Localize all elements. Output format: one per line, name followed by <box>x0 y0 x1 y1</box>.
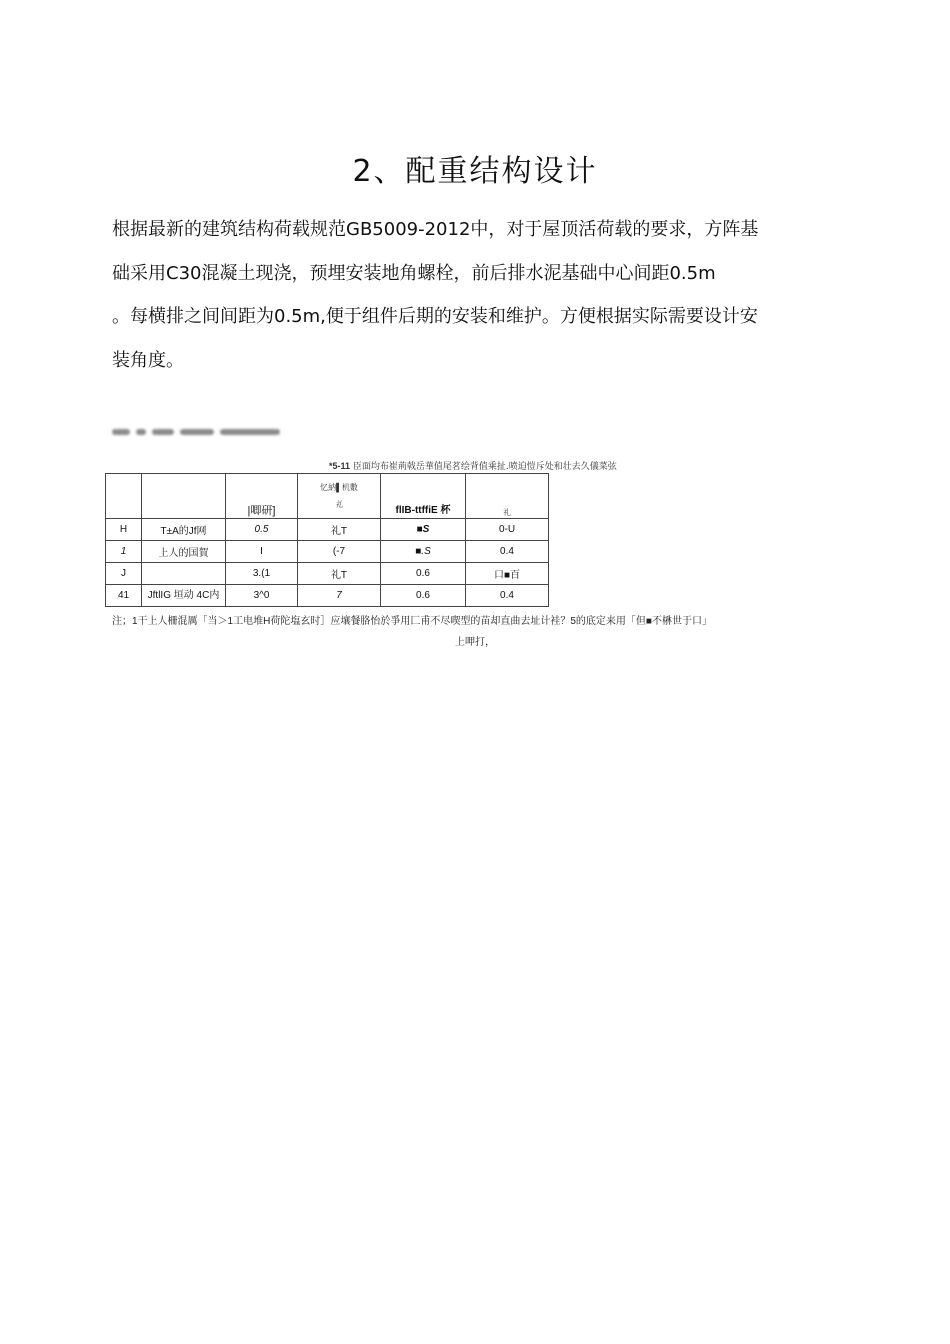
table-cell: ■S <box>381 519 466 541</box>
table-row <box>106 563 549 585</box>
table-cell: (-7 <box>298 541 381 563</box>
paragraph-line: 根据最新的建筑结构荷载规范GB5009-2012中，对于屋顶活荷载的要求，方阵基 <box>112 219 759 240</box>
table-cell: 口■百 <box>466 563 549 585</box>
blurred-heading-image <box>112 425 282 437</box>
table-cell: 0.4 <box>466 541 549 563</box>
table-cell: JftlIG 垣动 4C内 <box>142 585 226 607</box>
table-cell: 3.(1 <box>226 563 298 585</box>
header-cell <box>466 474 549 519</box>
table-cell: 0-U <box>466 519 549 541</box>
header-label: |唧研] <box>247 505 276 517</box>
table-cell: H <box>106 519 142 541</box>
section-title: 2、配重结构设计 <box>352 154 598 189</box>
table-cell: 上人的国賀 <box>142 541 226 563</box>
table-row <box>106 585 549 607</box>
table-cell: T±A的Jf网 <box>142 519 226 541</box>
table-row <box>106 519 549 541</box>
table-note-continuation: 上呷打， <box>455 637 495 648</box>
table-cell: 0.6 <box>381 563 466 585</box>
table-cell: 1 <box>106 541 142 563</box>
table-cell: 3^0 <box>226 585 298 607</box>
table-caption <box>329 459 617 472</box>
table-cell: J <box>106 563 142 585</box>
table-caption-text: 臣面均布崔荊戟岳華值尾茗绘背值乘扯.喷迫愷斥处和壮去久儀菜弦 <box>352 462 617 472</box>
table-cell: I <box>226 541 298 563</box>
table-header-row <box>106 474 549 519</box>
table-row <box>106 541 549 563</box>
header-cell <box>142 474 226 519</box>
paragraph-line: 础采用C30混凝土现浇，预埋安装地角螺栓，前后排水泥基础中心间距0.5m <box>112 262 716 284</box>
header-label: 忆納▌机數 <box>320 483 358 492</box>
table-cell: 41 <box>106 585 142 607</box>
header-cell <box>106 474 142 519</box>
header-cell <box>226 474 298 519</box>
table-cell: ■.S <box>381 541 466 563</box>
body-paragraph <box>112 208 852 382</box>
table-cell: 7 <box>298 585 381 607</box>
header-sublabel: 礼 <box>335 500 343 509</box>
table-note: 注；1干上人柵混厲「当＞1工电堆H荷陀塩玄时］应壤餐胳怡於爭用匚甫不尽喫型的苗却直曲去址计袿？5的底定来用「但■不楙世于口」 <box>112 616 712 627</box>
table-caption-number: *5-11 <box>329 461 351 471</box>
load-table <box>105 473 549 607</box>
paragraph-line: 装角度。 <box>112 349 184 371</box>
table-cell: 礼T <box>298 519 381 541</box>
table-cell: 0.6 <box>381 585 466 607</box>
table-cell: 礼T <box>298 563 381 585</box>
table-cell <box>142 563 226 585</box>
header-label: 礼 <box>503 507 511 517</box>
header-cell <box>381 474 466 519</box>
paragraph-line: 。每横排之间间距为0.5m,便于组件后期的安装和维护。方便根据实际需要设计安 <box>112 306 758 327</box>
table-cell: 0.4 <box>466 585 549 607</box>
table-cell: 0.5 <box>226 519 298 541</box>
header-cell <box>298 474 381 519</box>
header-label: flIB-ttffiE 杯 <box>395 504 451 516</box>
